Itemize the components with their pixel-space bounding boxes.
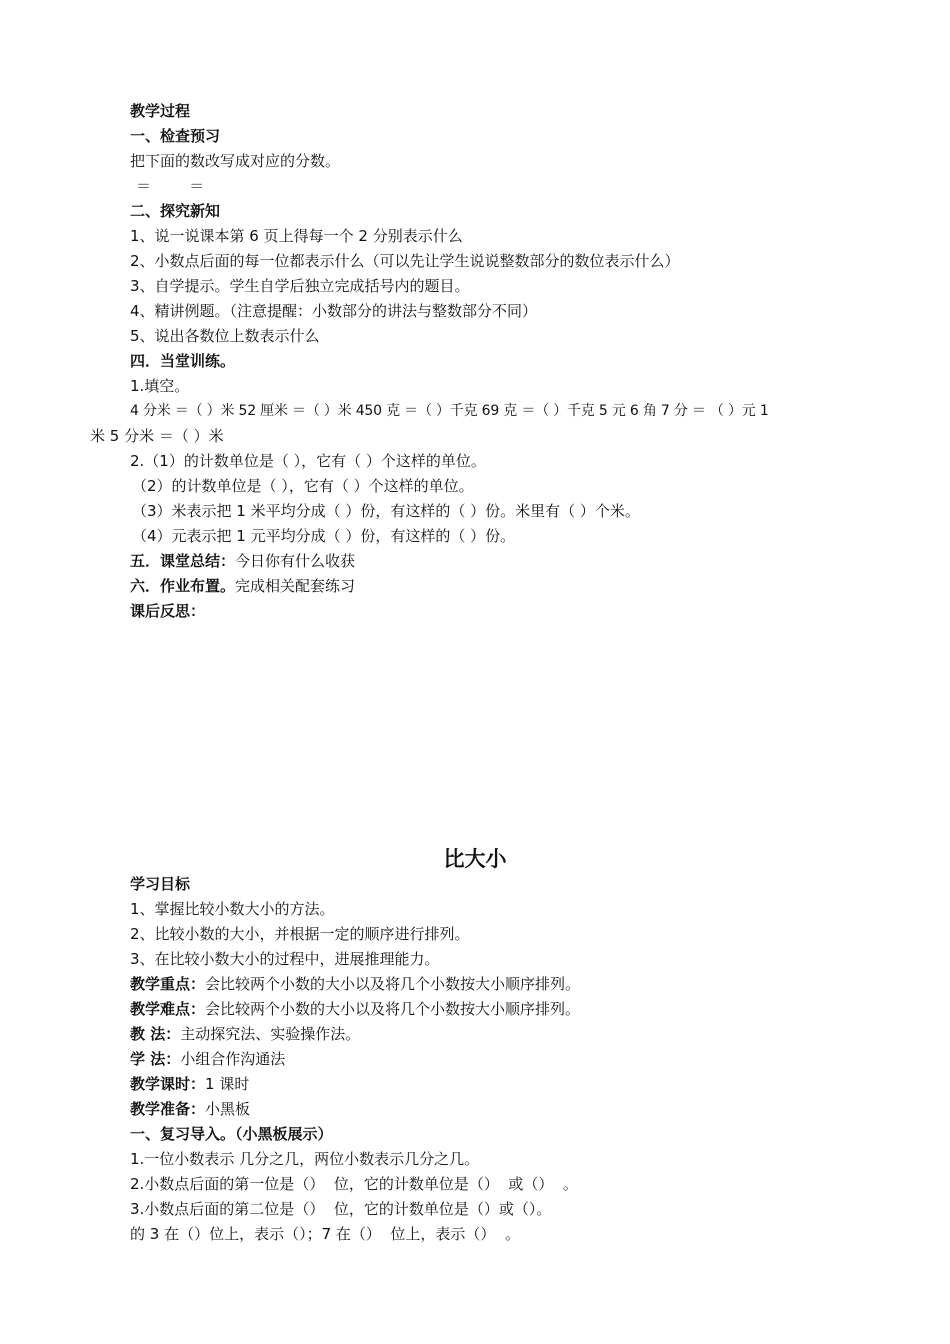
section-heading-teaching-process: 教学过程 <box>130 102 191 120</box>
fill-blank-line-2: 米 5 分米 ＝（ ）米 <box>90 427 224 445</box>
heading-explore: 二、探究新知 <box>130 202 221 220</box>
teaching-prep <box>130 1099 250 1119</box>
preview-equals-row: ＝ ＝ <box>136 177 205 195</box>
question-2-1: 2.（1）的计数单位是（ ），它有（ ）个这样的单位。 <box>130 452 486 470</box>
question-2-4: （4）元表示把 1 元平均分成（ ）份，有这样的（ ）份。 <box>132 527 516 545</box>
preview-instruction: 把下面的数改写成对应的分数。 <box>130 152 341 170</box>
summary-text: 今日你有什么收获 <box>235 552 356 570</box>
list-item: 1.一位小数表示 几分之几，两位小数表示几分之几。 <box>130 1150 480 1168</box>
heading-review: 一、复习导入。（小黑板展示） <box>130 1125 333 1143</box>
heading-practice: 四．当堂训练。 <box>130 352 236 370</box>
question-2-3: （3）米表示把 1 米平均分成（ ）份，有这样的（ ）份。米里有（ ）个米。 <box>132 502 640 520</box>
difficulty <box>130 999 580 1019</box>
homework-label: 六．作业布置。 <box>130 577 236 595</box>
class-hours-text: 1 课时 <box>205 1075 250 1093</box>
list-item: 5、说出各数位上数表示什么 <box>130 327 320 345</box>
lesson-title: 比大小 <box>443 847 507 871</box>
list-item: 3、自学提示。学生自学后独立完成括号内的题目。 <box>130 277 470 295</box>
teaching-method-text: 主动探究法、实验操作法。 <box>180 1025 361 1043</box>
learning-method-text: 小组合作沟通法 <box>180 1050 286 1068</box>
list-item: 2.小数点后面的第一位是（） 位，它的计数单位是（） 或（） 。 <box>130 1175 578 1193</box>
key-point <box>130 974 580 994</box>
heading-check-preview: 一、检查预习 <box>130 127 221 145</box>
teaching-method-label: 教 法： <box>130 1025 181 1043</box>
class-hours <box>130 1074 249 1094</box>
learning-method-label: 学 法： <box>130 1050 181 1068</box>
list-item: 1、说一说课本第 6 页上得每一个 2 分别表示什么 <box>130 227 463 245</box>
summary-label: 五．课堂总结： <box>130 552 236 570</box>
list-item: 3、在比较小数大小的过程中，进展推理能力。 <box>130 950 440 968</box>
difficulty-text: 会比较两个小数的大小以及将几个小数按大小顺序排列。 <box>205 1000 581 1018</box>
fill-blank-label: 1.填空。 <box>130 377 190 395</box>
learning-method <box>130 1049 285 1069</box>
class-summary <box>130 551 355 571</box>
list-item: 1、掌握比较小数大小的方法。 <box>130 900 335 918</box>
difficulty-label: 教学难点： <box>130 1000 206 1018</box>
homework-text: 完成相关配套练习 <box>235 577 356 595</box>
list-item: 3.小数点后面的第二位是（） 位，它的计数单位是（）或（）。 <box>130 1200 552 1218</box>
fill-blank-line-1: 4 分米 ＝（ ）米 52 厘米 ＝（ ）米 450 克 ＝（ ）千克 69 克 ＝（ ）千克 5 元 6 角 7 分 ＝ （ ）元 1 <box>130 403 769 419</box>
reflection-label: 课后反思： <box>130 602 206 620</box>
key-point-text: 会比较两个小数的大小以及将几个小数按大小顺序排列。 <box>205 975 581 993</box>
question-2-2: （2）的计数单位是（ ），它有（ ）个这样的单位。 <box>132 477 474 495</box>
teaching-prep-label: 教学准备： <box>130 1100 206 1118</box>
teaching-method <box>130 1024 360 1044</box>
list-item: 4、精讲例题。（注意提醒：小数部分的讲法与整数部分不同） <box>130 302 538 320</box>
list-item: 的 3 在（）位上，表示（）；7 在（） 位上，表示（） 。 <box>130 1225 520 1243</box>
class-hours-label: 教学课时： <box>130 1075 206 1093</box>
homework <box>130 576 355 596</box>
list-item: 2、小数点后面的每一位都表示什么（可以先让学生说说整数部分的数位表示什么） <box>130 252 680 270</box>
teaching-prep-text: 小黑板 <box>205 1100 251 1118</box>
heading-learning-goals: 学习目标 <box>130 875 191 893</box>
list-item: 2、比较小数的大小，并根据一定的顺序进行排列。 <box>130 925 470 943</box>
key-point-label: 教学重点： <box>130 975 206 993</box>
